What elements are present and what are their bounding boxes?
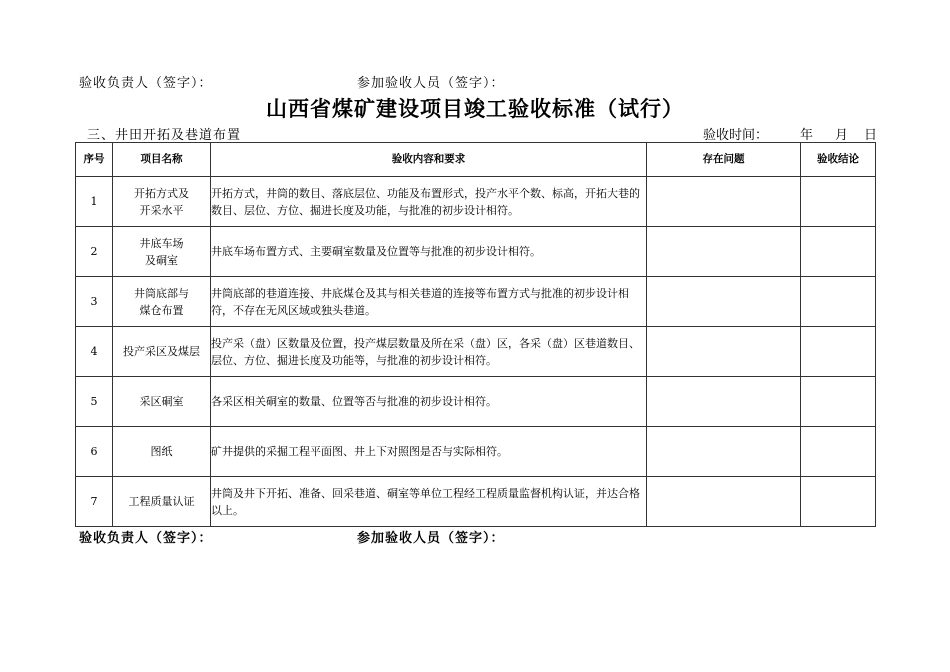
table-row [76, 377, 876, 427]
row-conclusion-cell[interactable] [801, 177, 876, 227]
row-num: 7 [76, 477, 113, 527]
row-content: 井底车场布置方式、主要硐室数量及位置等与批准的初步设计相符。 [211, 227, 647, 277]
table-row [76, 177, 876, 227]
section-line [87, 124, 877, 142]
row-num: 2 [76, 227, 113, 277]
footer-signature-line [79, 527, 879, 547]
header-signature-line [79, 72, 879, 92]
row-issues-cell[interactable] [647, 377, 801, 427]
table-header-row [76, 143, 876, 177]
date-day: 日 [863, 128, 877, 143]
row-conclusion-cell[interactable] [801, 327, 876, 377]
participants-signature-label: 参加验收人员（签字）： [357, 76, 505, 91]
row-name: 工程质量认证 [113, 477, 211, 527]
footer-responsible-signature-label: 验收负责人（签字）： [79, 531, 213, 546]
table-row [76, 427, 876, 477]
header-name: 项目名称 [113, 143, 211, 177]
row-issues-cell[interactable] [647, 477, 801, 527]
row-issues-cell[interactable] [647, 227, 801, 277]
acceptance-table [75, 142, 876, 527]
row-num: 6 [76, 427, 113, 477]
row-content: 井筒及井下开拓、准备、回采巷道、硐室等单位工程经工程质量监督机构认证，并达合格以上。 [211, 477, 647, 527]
row-num: 1 [76, 177, 113, 227]
row-conclusion-cell[interactable] [801, 227, 876, 277]
footer-participants-signature-label: 参加验收人员（签字）： [357, 531, 505, 546]
row-content: 井筒底部的巷道连接、井底煤仓及其与相关巷道的连接等布置方式与批准的初步设计相符，不存在无风区域或独头巷道。 [211, 277, 647, 327]
row-issues-cell[interactable] [647, 427, 801, 477]
row-content: 各采区相关硐室的数量、位置等否与批准的初步设计相符。 [211, 377, 647, 427]
date-label: 验收时间： [702, 128, 768, 143]
row-num: 4 [76, 327, 113, 377]
responsible-signature-label: 验收负责人（签字）： [79, 76, 213, 91]
header-issues: 存在问题 [647, 143, 801, 177]
row-issues-cell[interactable] [647, 327, 801, 377]
document-title: 山西省煤矿建设项目竣工验收标准（试行） [266, 97, 684, 121]
table-row [76, 477, 876, 527]
section-heading: 三、井田开拓及巷道布置 [87, 128, 242, 143]
row-num: 5 [76, 377, 113, 427]
row-content: 开拓方式，井筒的数目、落底层位、功能及布置形式，投产水平个数、标高，开拓大巷的数目、层位、方位、掘进长度及功能，与批准的初步设计相符。 [211, 177, 647, 227]
date-month: 月 [834, 128, 848, 143]
header-content: 验收内容和要求 [211, 143, 647, 177]
inspection-date [703, 124, 877, 143]
row-name: 井底车场 及硐室 [113, 227, 211, 277]
table-row [76, 327, 876, 377]
date-year: 年 [799, 128, 813, 143]
row-name: 图纸 [113, 427, 211, 477]
row-conclusion-cell[interactable] [801, 377, 876, 427]
row-name: 投产采区及煤层 [113, 327, 211, 377]
row-content: 矿井提供的采掘工程平面图、井上下对照图是否与实际相符。 [211, 427, 647, 477]
row-name: 采区硐室 [113, 377, 211, 427]
row-conclusion-cell[interactable] [801, 277, 876, 327]
row-num: 3 [76, 277, 113, 327]
header-num: 序号 [76, 143, 113, 177]
row-conclusion-cell[interactable] [801, 427, 876, 477]
row-content: 投产采（盘）区数量及位置，投产煤层数量及所在采（盘）区，各采（盘）区巷道数目、层位、方位、掘进长度及功能等，与批准的初步设计相符。 [211, 327, 647, 377]
row-name: 井筒底部与 煤仓布置 [113, 277, 211, 327]
row-conclusion-cell[interactable] [801, 477, 876, 527]
header-conclusion: 验收结论 [801, 143, 876, 177]
row-issues-cell[interactable] [647, 177, 801, 227]
row-name: 开拓方式及 开采水平 [113, 177, 211, 227]
row-issues-cell[interactable] [647, 277, 801, 327]
table-row [76, 277, 876, 327]
table-row [76, 227, 876, 277]
